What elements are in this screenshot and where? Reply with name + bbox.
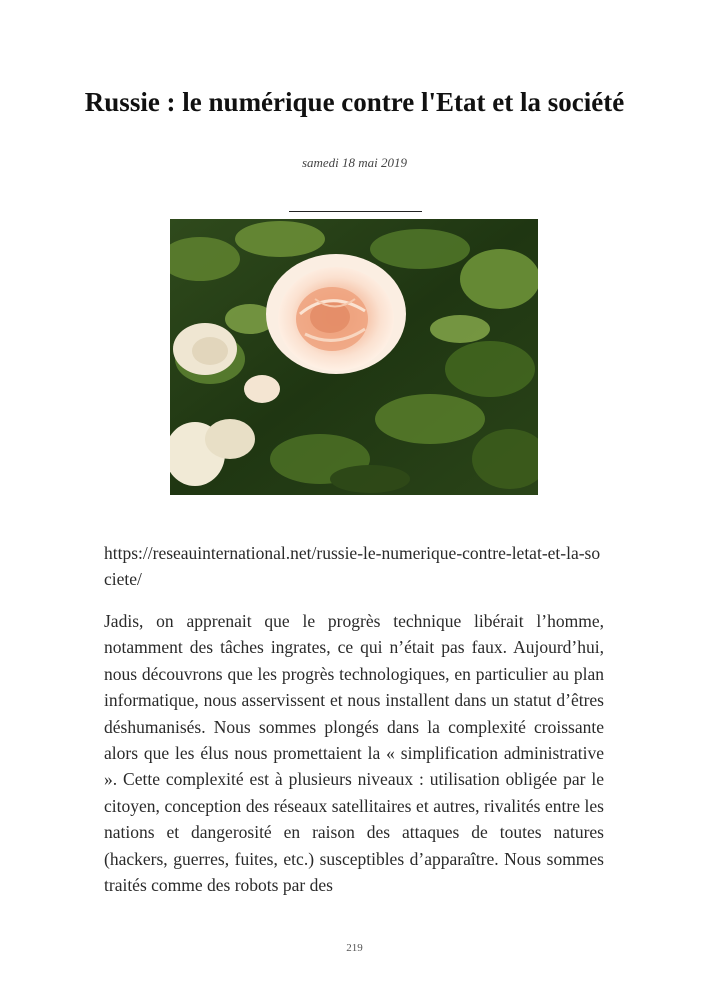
page-number: 219 [346, 942, 363, 954]
rose-photo [170, 219, 538, 495]
source-url[interactable]: https://reseauinternational.net/russie-le-numerique-contre-letat-et-la-societe/ [104, 543, 601, 589]
article-date: samedi 18 mai 2019 [301, 155, 408, 170]
article-paragraph: Jadis, on apprenait que le progrès technique libérait l’homme, notamment des tâches ingrates, ce qui n’était pas faux. Aujourd’hui, nous découvrons que les progrès technologiques, en particulier au plan informatique, nous asservissent et nous installent dans un statut d’êtres déshumanisés. Nous sommes plongés dans la complexité croissante alors que les élus nous promettaient la « simplification administrative ». Cette complexité est à plusieurs niveaux : utilisation obligée par le citoyen, conception des réseaux satellitaires et autres, rivalités entre les nations et dangerosité en raison des attaques de toutes natures (hackers, guerres, fuites, etc.) susceptibles d’apparaître. Nous sommes traités comme des robots par des [104, 611, 604, 896]
article-title: Russie : le numérique contre l'Etat et la société [84, 87, 625, 117]
title-divider [289, 211, 422, 212]
